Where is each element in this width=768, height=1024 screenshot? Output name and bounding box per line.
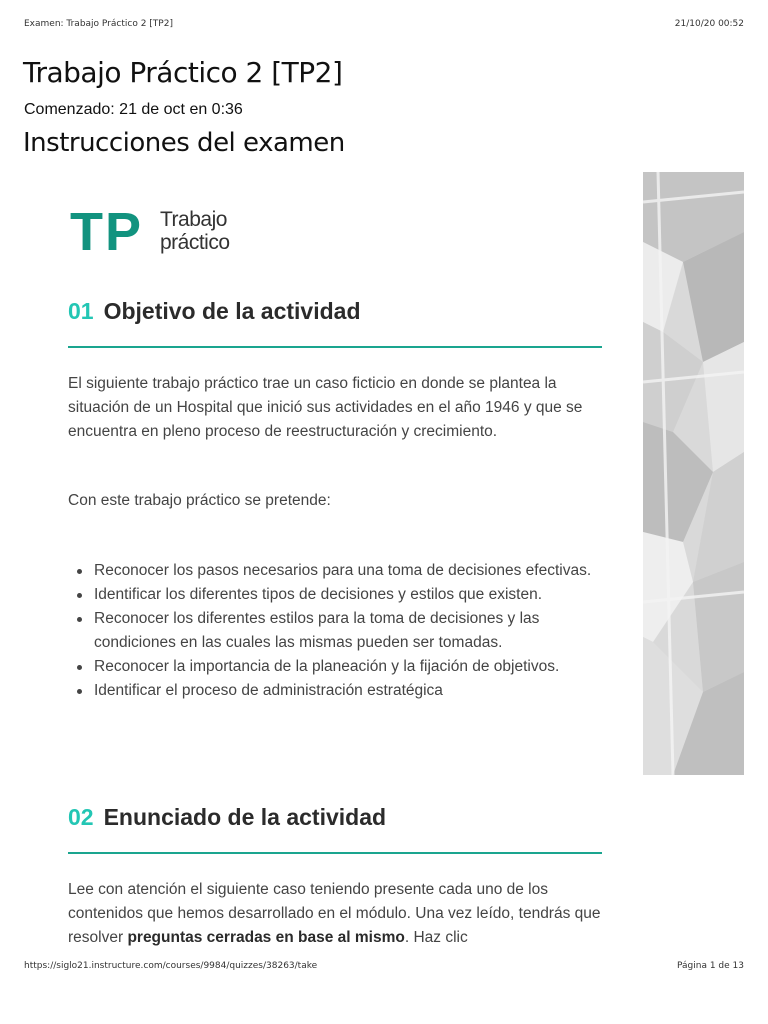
list-item: Identificar los diferentes tipos de decisiones y estilos que existen. (68, 583, 608, 607)
section-title: Objetivo de la actividad (103, 298, 361, 324)
objective-intro: Con este trabajo práctico se pretende: (68, 492, 331, 509)
section-number: 02 (68, 804, 94, 830)
page-number: Página 1 de 13 (677, 961, 744, 971)
section-number: 01 (68, 298, 94, 324)
page-url: https://siglo21.instructure.com/courses/9984/quizzes/38263/take (24, 961, 318, 971)
tp-logo-word-1: Trabajo (160, 208, 227, 231)
statement-text: Lee con atención el siguiente caso teniendo presente cada uno de los contenidos que hemos desarrollado en el módulo. Una vez leído, tendrás que resolver (68, 881, 601, 946)
print-header-title: Examen: Trabajo Práctico 2 [TP2] (24, 19, 173, 29)
print-header (24, 19, 744, 29)
statement-emphasis: preguntas cerradas en base al mismo (127, 929, 405, 946)
section-divider (68, 852, 602, 854)
print-header-datetime: 21/10/20 00:52 (674, 19, 744, 29)
instructions-heading: Instrucciones del examen (23, 128, 345, 158)
list-item: Reconocer los diferentes estilos para la toma de decisiones y las condiciones en las cuales las mismas pueden ser tomadas. (68, 607, 608, 655)
section-title: Enunciado de la actividad (103, 804, 387, 830)
list-item: Reconocer los pasos necesarios para una toma de decisiones efectivas. (68, 559, 608, 583)
started-timestamp: Comenzado: 21 de oct en 0:36 (24, 101, 243, 118)
decorative-side-image (643, 172, 744, 775)
objectives-list (68, 559, 608, 703)
statement-text-end: . Haz clic (404, 929, 468, 946)
objective-paragraph: El siguiente trabajo práctico trae un caso ficticio en donde se plantea la situación de un Hospital que inició sus actividades en el año 1946 y que se encuentra en pleno proceso de reestructuración y crecimiento. (68, 375, 583, 440)
tp-logo-word-2: práctico (160, 231, 230, 254)
quiz-title: Trabajo Práctico 2 [TP2] (23, 56, 343, 89)
print-footer (24, 961, 744, 971)
list-item: Reconocer la importancia de la planeación y la fijación de objetivos. (68, 655, 608, 679)
tp-logo-letters: TP (70, 202, 144, 262)
statement-paragraph (68, 878, 608, 950)
section-heading-enunciado (68, 804, 386, 831)
section-divider (68, 346, 602, 348)
list-item: Identificar el proceso de administración estratégica (68, 679, 608, 703)
section-heading-objetivo (68, 298, 361, 325)
